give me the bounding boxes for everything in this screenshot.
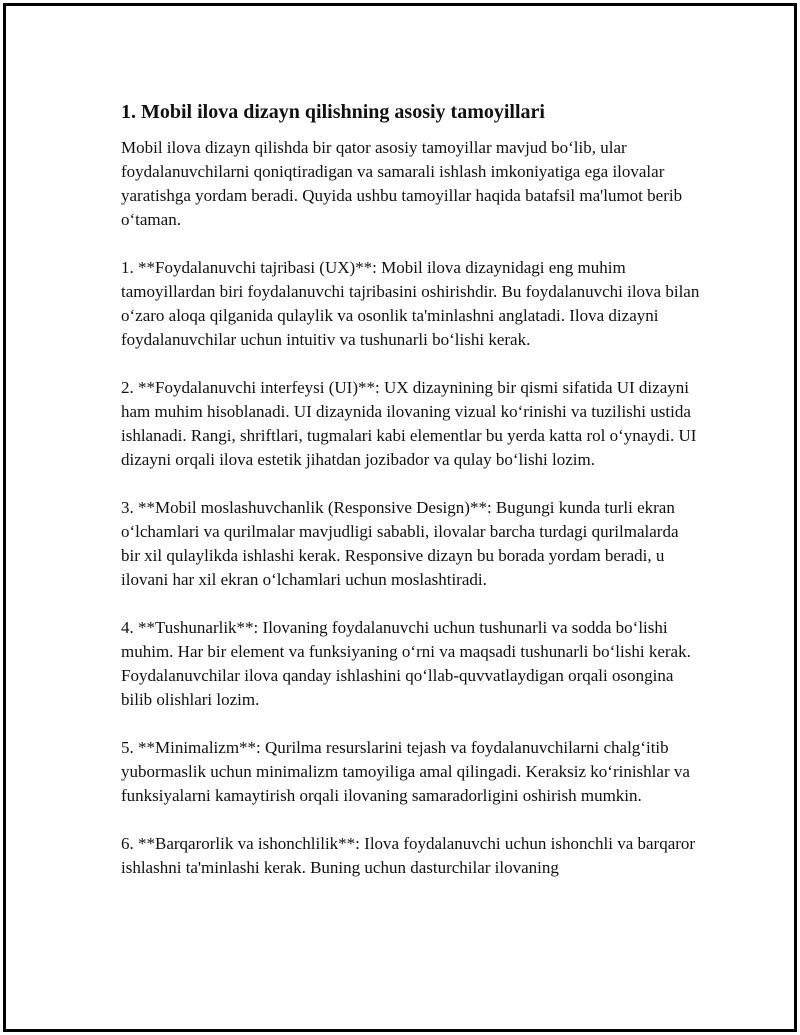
- principle-minimalism-paragraph: 5. **Minimalizm**: Qurilma resurslarini tejash va foydalanuvchilarni chalg‘itib yubormaslik uchun minimalizm tamoyiliga amal qilingadi. Keraksiz ko‘rinishlar va funksiyalarni kamaytirish orqali ilovaning samaradorligini oshirish mumkin.: [121, 738, 690, 805]
- principle-responsive-paragraph: 3. **Mobil moslashuvchanlik (Responsive Design)**: Bugungi kunda turli ekran o‘lchamlari va qurilmalar mavjudligi sababli, ilovalar barcha turdagi qurilmalarda bir xil qulaylikda ishlashi kerak. Responsive dizayn bu borada yordam beradi, u ilovani har xil ekran o‘lchamlari uchun moslashtiradi.: [121, 498, 679, 589]
- principle-clarity-paragraph: 4. **Tushunarlik**: Ilovaning foydalanuvchi uchun tushunarli va sodda bo‘lishi muhim. Har bir element va funksiyaning o‘rni va maqsadi tushunarli bo‘lishi kerak. Foydalanuvchilar ilova qanday ishlashini qo‘llab-quvvatlaydigan orqali osongina bilib olishlari lozim.: [121, 618, 691, 709]
- intro-paragraph: Mobil ilova dizayn qilishda bir qator asosiy tamoyillar mavjud bo‘lib, ular foydalanuvchilarni qoniqtiradigan va samarali ishlash imkoniyatiga ega ilovalar yaratishga yordam beradi. Quyida ushbu tamoyillar haqida batafsil ma'lumot berib o‘taman.: [121, 138, 683, 229]
- document-body: [121, 98, 701, 904]
- page-frame: [3, 3, 797, 1032]
- principle-reliability-paragraph: 6. **Barqarorlik va ishonchlilik**: Ilova foydalanuvchi uchun ishonchli va barqaror ishlashni ta'minlashi kerak. Buning uchun dasturchilar ilovaning: [121, 834, 696, 877]
- principle-ux-paragraph: 1. **Foydalanuvchi tajribasi (UX)**: Mobil ilova dizaynidagi eng muhim tamoyillardan biri foydalanuvchi tajribasini oshirishdir. Bu foydalanuvchi ilova bilan o‘zaro aloqa qilganida qulaylik va osonlik ta'minlashni anglatadi. Ilova dizayni foydalanuvchilar uchun intuitiv va tushunarli bo‘lishi kerak.: [121, 258, 700, 349]
- document-title: 1. Mobil ilova dizayn qilishning asosiy tamoyillari: [121, 101, 545, 123]
- principle-ui-paragraph: 2. **Foydalanuvchi interfeysi (UI)**: UX dizaynining bir qismi sifatida UI dizayni ham muhim hisoblanadi. UI dizaynida ilovaning vizual ko‘rinishi va tuzilishi ustida ishlanadi. Rangi, shriftlari, tugmalari kabi elementlar bu yerda katta rol o‘ynaydi. UI dizayni orqali ilova estetik jihatdan jozibador va qulay bo‘lishi lozim.: [121, 378, 697, 469]
